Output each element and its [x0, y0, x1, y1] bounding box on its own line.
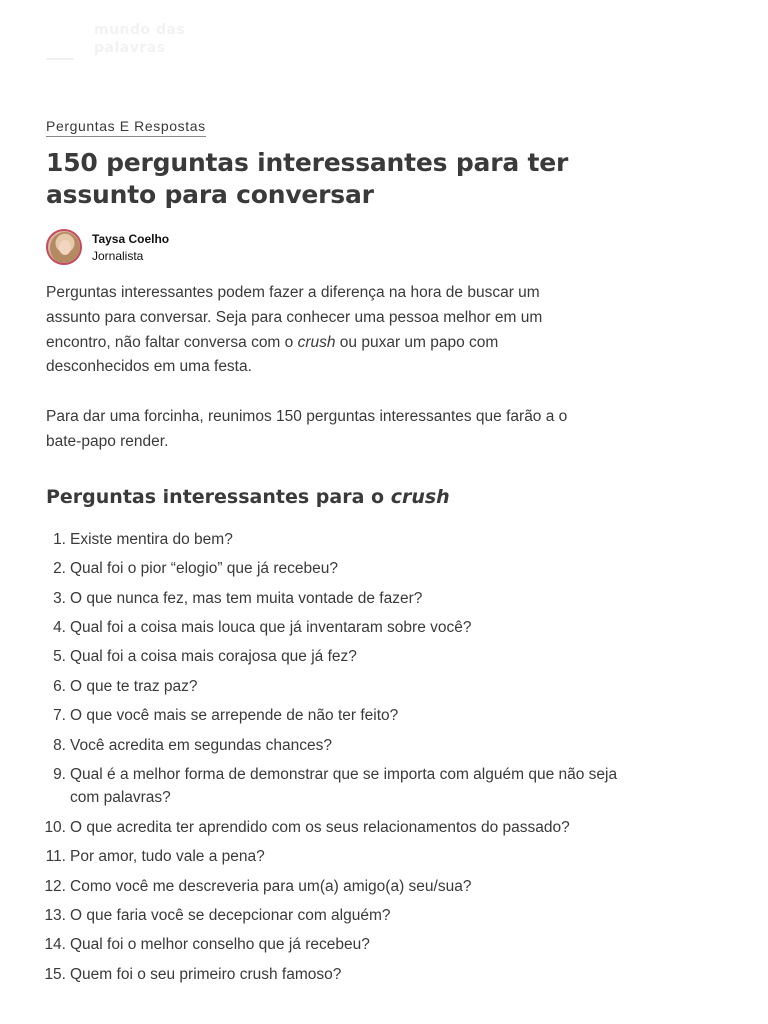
question-item: [46, 734, 626, 758]
question-number: 12.: [44, 877, 66, 895]
author-block: [46, 228, 616, 266]
questions-list: [46, 528, 626, 986]
question-item: [46, 587, 626, 611]
site-header: [0, 0, 768, 80]
question-text: O que você mais se arrepende de não ter feito?: [70, 707, 399, 725]
question-text: Como você me descreveria para um(a) amigo(a) seu/sua?: [70, 877, 472, 895]
author-avatar[interactable]: [46, 229, 82, 265]
section-title: [46, 484, 616, 510]
article-content: [46, 118, 616, 992]
section-title-emphasis: crush: [390, 485, 450, 508]
question-number: 11.: [45, 848, 66, 866]
section-title-text: Perguntas interessantes para o: [46, 485, 391, 508]
logo-text-line2: palavras: [94, 40, 166, 56]
question-item: [46, 528, 626, 552]
second-paragraph: Para dar uma forcinha, reunimos 150 perguntas interessantes que farão a o bate-papo render.: [46, 408, 568, 450]
question-number: 9.: [53, 765, 66, 783]
question-number: 10.: [44, 818, 66, 836]
logo-text-line1: mundo das: [94, 22, 186, 38]
question-number: 6.: [53, 677, 66, 695]
question-text: Qual é a melhor forma de demonstrar que se importa com alguém que não seja com palavras?: [70, 765, 618, 807]
question-text: Qual foi o pior “elogio” que já recebeu?: [70, 560, 338, 578]
question-number: 2.: [53, 560, 66, 578]
article-title: 150 perguntas interessantes para ter assunto para conversar: [46, 148, 569, 209]
question-item: [46, 616, 626, 640]
logo-underline: [46, 58, 74, 60]
author-name[interactable]: Taysa Coelho: [92, 231, 170, 246]
question-number: 5.: [53, 648, 66, 666]
question-text: Por amor, tudo vale a pena?: [70, 848, 265, 866]
question-text: Existe mentira do bem?: [70, 530, 233, 548]
question-number: 1.: [53, 530, 66, 548]
intro-emphasis: crush: [297, 333, 336, 351]
question-item: [46, 816, 626, 840]
question-item: [46, 933, 626, 957]
intro-text-1: Perguntas interessantes podem fazer a diferença na hora de buscar um assunto para conversar. Seja para conhecer uma pessoa melhor em um encontro, não faltar conversa com o: [46, 284, 543, 351]
question-item: [46, 904, 626, 928]
question-number: 8.: [53, 736, 66, 754]
site-logo[interactable]: [46, 22, 196, 62]
question-text: O que acredita ter aprendido com os seus relacionamentos do passado?: [70, 818, 570, 836]
question-item: [46, 704, 626, 728]
question-number: 4.: [53, 618, 66, 636]
author-role: Jornalista: [92, 248, 144, 263]
question-item: [46, 557, 626, 581]
question-number: 15.: [44, 965, 66, 983]
question-item: [46, 963, 626, 987]
question-text: Você acredita em segundas chances?: [70, 736, 332, 754]
question-item: [46, 645, 626, 669]
category-link[interactable]: Perguntas E Respostas: [46, 118, 206, 137]
question-text: Quem foi o seu primeiro crush famoso?: [70, 965, 342, 983]
question-number: 14.: [44, 936, 66, 954]
intro-paragraph: [46, 281, 586, 380]
question-text: Qual foi a coisa mais louca que já inventaram sobre você?: [70, 618, 472, 636]
question-item: [46, 763, 626, 810]
question-text: Qual foi a coisa mais corajosa que já fez?: [70, 648, 357, 666]
intro-text-2: ou puxar um papo com desconhecidos em uma festa.: [46, 333, 499, 376]
question-item: [46, 675, 626, 699]
question-item: [46, 875, 626, 899]
avatar-face: [59, 240, 71, 255]
question-number: 3.: [53, 589, 66, 607]
question-text: O que nunca fez, mas tem muita vontade de fazer?: [70, 589, 423, 607]
question-text: O que faria você se decepcionar com alguém?: [70, 906, 391, 924]
question-text: Qual foi o melhor conselho que já recebeu?: [70, 936, 370, 954]
question-number: 13.: [44, 906, 66, 924]
question-text: O que te traz paz?: [70, 677, 198, 695]
question-item: [46, 845, 626, 869]
question-number: 7.: [53, 707, 66, 725]
author-info: [92, 231, 169, 264]
